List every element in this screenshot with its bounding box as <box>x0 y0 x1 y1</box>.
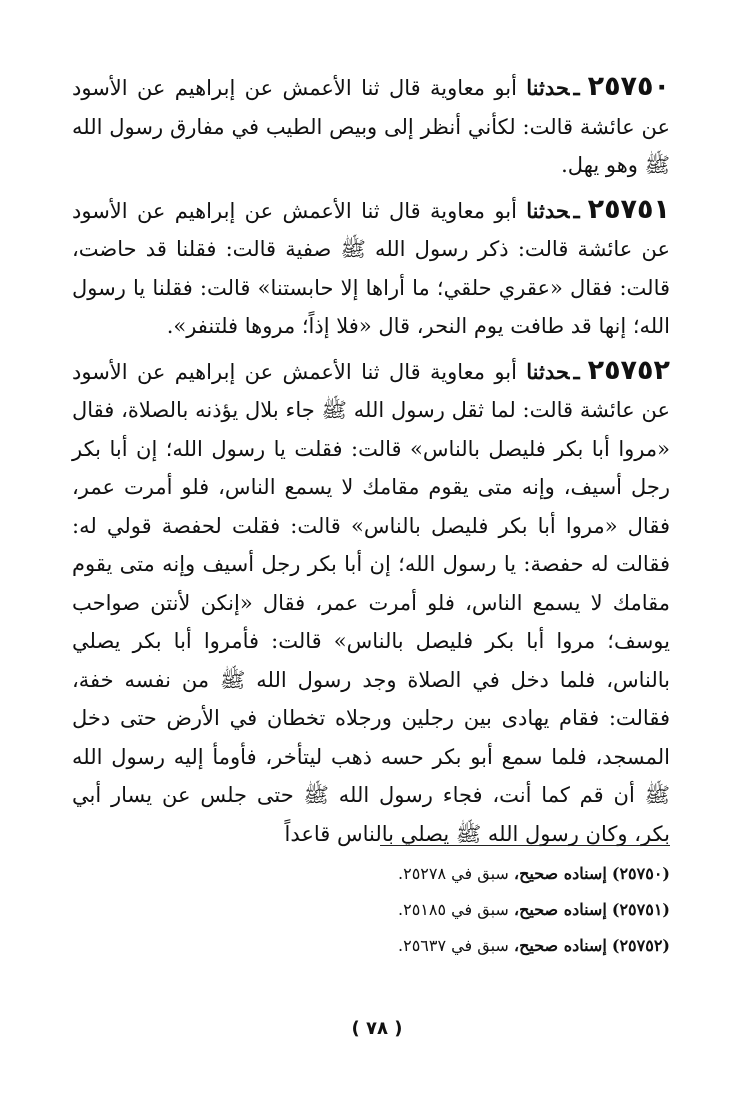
footnote-note: سبق في ٢٥١٨٥. <box>398 900 509 919</box>
footnote-25751 <box>84 892 670 928</box>
footnote-grade: إسناده صحيح، <box>513 900 607 919</box>
hadith-number: ٢٥٧٥٠ <box>587 71 670 102</box>
footnote-grade: إسناده صحيح، <box>513 936 607 955</box>
footnote-ref: (٢٥٧٥٠) <box>611 864 670 883</box>
main-text <box>72 68 670 859</box>
footnotes <box>84 856 670 964</box>
footnote-ref: (٢٥٧٥١) <box>611 900 670 919</box>
footnote-divider <box>380 845 670 846</box>
hadith-dash: ـ <box>573 75 580 100</box>
hadith-opening: حدثنا <box>526 197 570 223</box>
footnote-25752 <box>84 928 670 964</box>
footnote-note: سبق في ٢٥٢٧٨. <box>398 864 509 883</box>
footnote-grade: إسناده صحيح، <box>513 864 607 883</box>
hadith-text: أبو معاوية قال ثنا الأعمش عن إبراهيم عن الأسود عن عائشة قالت: ذكر رسول الله ﷺ صفية قالت: فقلنا قد حاضت، قالت: فقال «عقري حلقي؛ ما أراها إلا حابستنا» قالت: فقلنا يا رسول الله؛ إنها قد طافت يوم النحر، قال «فلا إذاً؛ مروها فلتنفر». <box>72 198 670 338</box>
hadith-opening: حدثنا <box>526 75 570 100</box>
footnote-25750 <box>84 856 670 892</box>
hadith-number: ٢٥٧٥٢ <box>587 354 670 386</box>
hadith-text: أبو معاوية قال ثنا الأعمش عن إبراهيم عن الأسود عن عائشة قالت: لما ثقل رسول الله ﷺ جاء بلال يؤذنه بالصلاة، فقال «مروا أبا بكر فليصل بالناس» قالت: فقلت يا رسول الله؛ إن أبا بكر رجل أسيف، وإنه متى يقوم مقامك لا يسمع الناس، فلو أمرت عمر، فقال «مروا أبا بكر فليصل بالناس» قالت: فقلت لحفصة قولي له: فقالت له حفصة: يا رسول الله؛ إن أبا بكر رجل أسيف وإنه متى يقوم مقامك لا يسمع الناس، فلو أمرت عمر، فقال «إنكن لأنتن صواحب يوسف؛ مروا أبا بكر فليصل بالناس» قالت: فأمروا أبا بكر يصلي بالناس، فلما دخل في الصلاة وجد رسول الله ﷺ من نفسه خفة، فقالت: فقام يهادى بين رجلين ورجلاه تخطان في الأرض حتى دخل المسجد، فلما سمع أبو بكر حسه ذهب ليتأخر، فأومأ إليه رسول الله ﷺ أن قم كما أنت، فجاء رسول الله ﷺ حتى جلس عن يسار أبي بكر، وكان رسول الله ﷺ يصلي بالناس قاعداً <box>72 359 670 846</box>
footnote-note: سبق في ٢٥٦٣٧. <box>398 936 509 955</box>
footnote-ref: (٢٥٧٥٢) <box>611 936 670 955</box>
hadith-25750 <box>72 68 670 185</box>
hadith-number: ٢٥٧٥١ <box>587 193 670 225</box>
hadith-25751 <box>72 191 670 346</box>
page-number: ( ٧٨ ) <box>351 1018 403 1039</box>
hadith-dash: ـ <box>573 197 580 223</box>
hadith-25752 <box>72 352 670 854</box>
hadith-dash: ـ <box>573 358 580 384</box>
hadith-opening: حدثنا <box>526 358 570 384</box>
hadith-text: أبو معاوية قال ثنا الأعمش عن إبراهيم عن الأسود عن عائشة قالت: لكأني أنظر إلى وبيص الطيب في مفارق رسول الله ﷺ وهو يهل. <box>72 76 670 177</box>
